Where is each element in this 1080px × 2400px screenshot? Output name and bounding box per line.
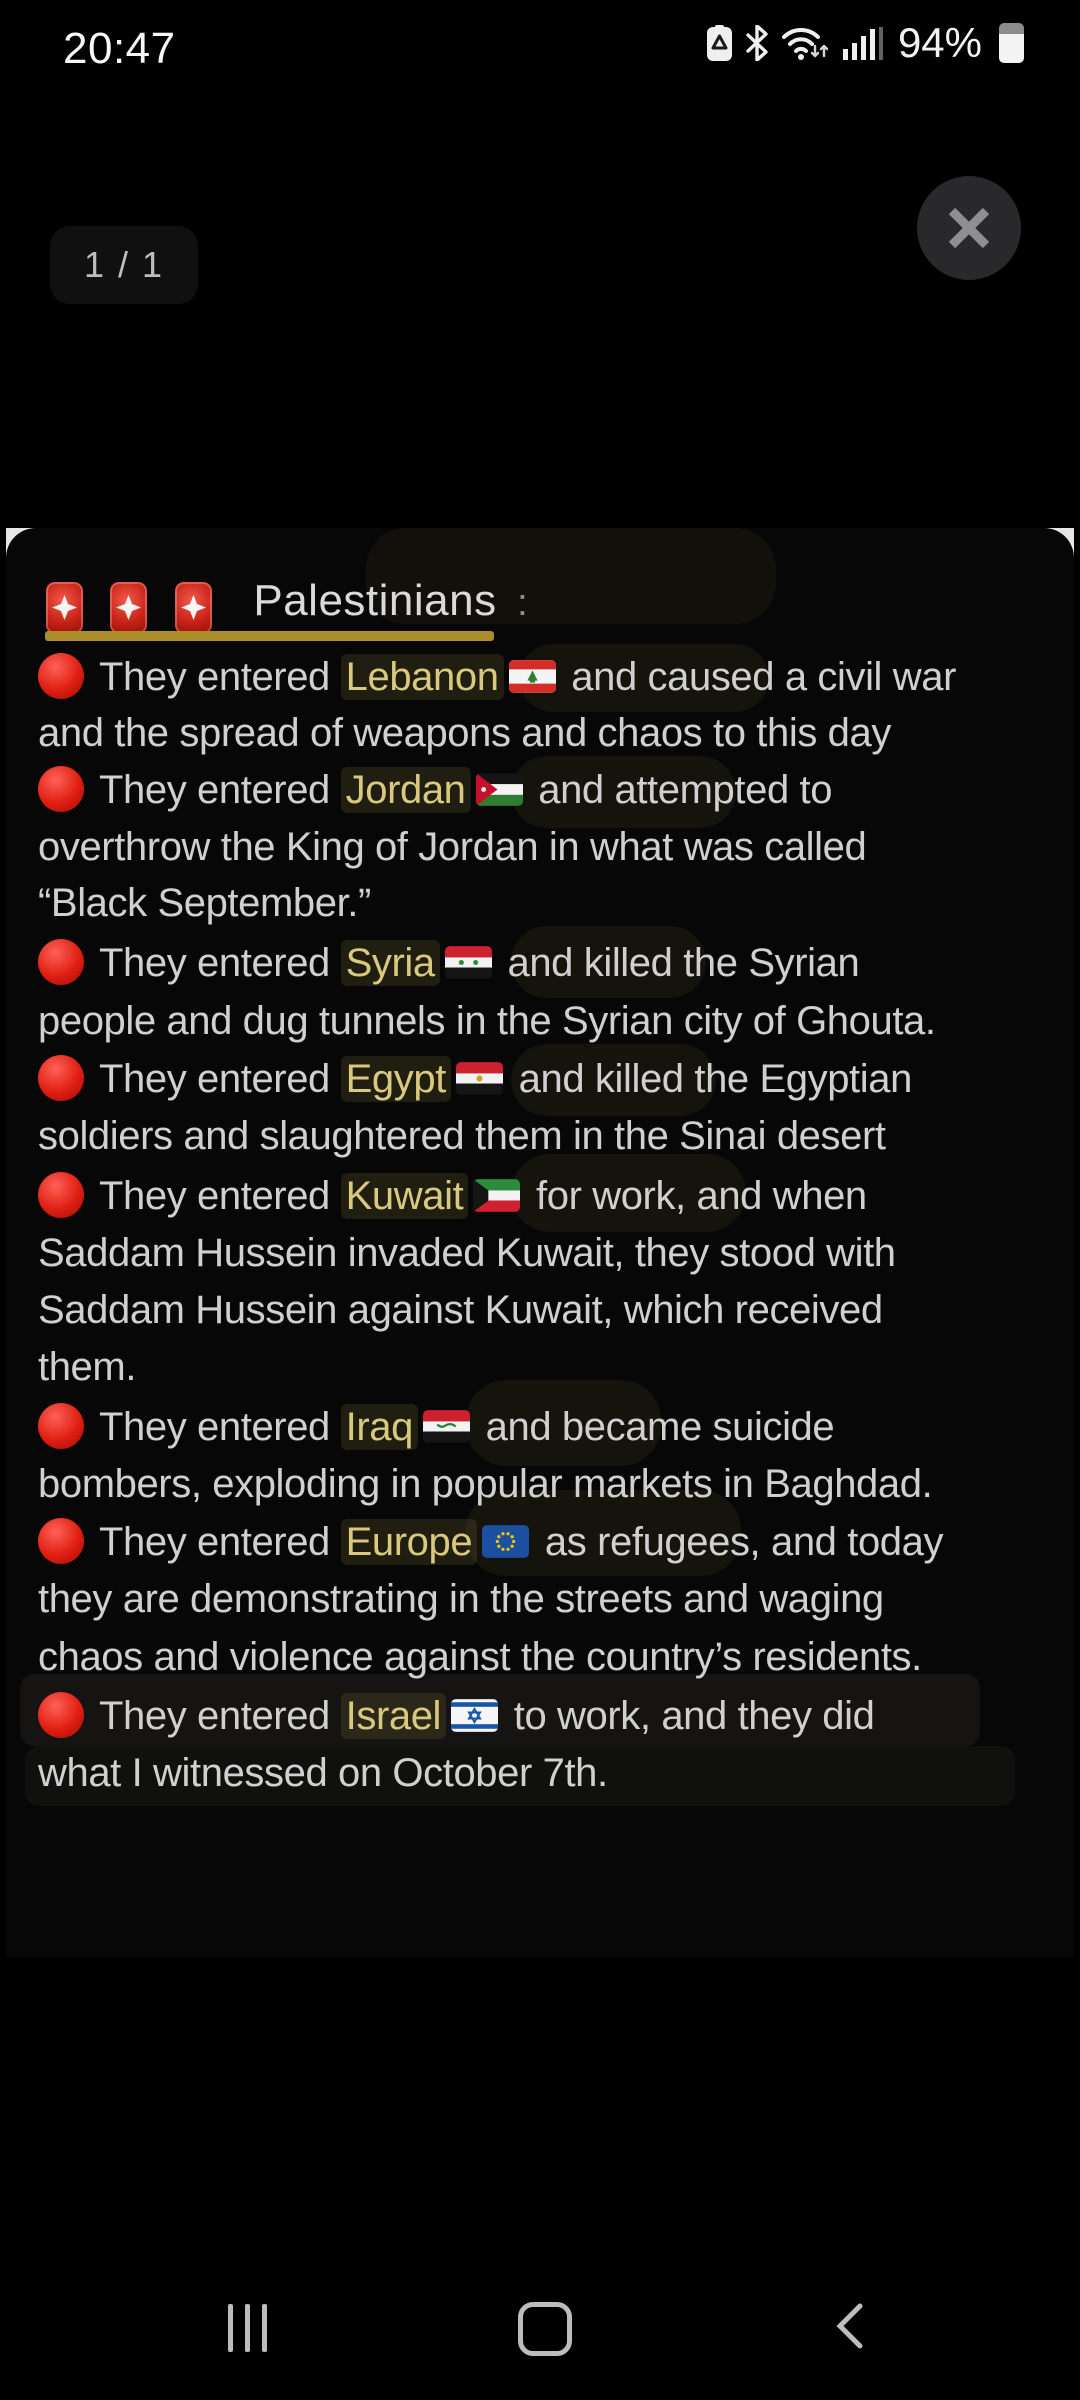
message-line xyxy=(38,993,936,1050)
close-icon xyxy=(946,205,992,251)
red-circle-icon xyxy=(38,1172,84,1218)
message-line xyxy=(38,1688,874,1745)
image-header xyxy=(46,572,528,630)
status-bar xyxy=(0,0,1080,86)
home-button[interactable] xyxy=(518,2302,572,2356)
country-highlight: Jordan xyxy=(341,767,471,813)
line-text: and the spread of weapons and chaos to this day xyxy=(38,711,891,755)
battery-icon xyxy=(999,23,1024,63)
navigation-bar xyxy=(0,2280,1080,2390)
egypt-flag-icon xyxy=(456,1062,503,1095)
line-text: and killed the Syrian xyxy=(496,941,860,985)
line-text: what I witnessed on October 7th. xyxy=(38,1751,608,1795)
message-line xyxy=(38,1339,136,1396)
message-line xyxy=(38,762,832,819)
battery-percent: 94% xyxy=(897,19,982,66)
header-colon: : xyxy=(517,582,528,624)
line-text: Saddam Hussein invaded Kuwait, they stood with xyxy=(38,1231,896,1275)
line-text: and became suicide xyxy=(474,1405,835,1449)
message-line xyxy=(38,1225,896,1282)
country-highlight: Iraq xyxy=(341,1404,418,1450)
line-text: to work, and they did xyxy=(503,1694,875,1738)
red-circle-icon xyxy=(38,766,84,812)
bluetooth-icon xyxy=(745,25,769,61)
country-highlight: Lebanon xyxy=(341,654,504,700)
message-line xyxy=(38,1399,834,1456)
line-text: people and dug tunnels in the Syrian city of Ghouta. xyxy=(38,999,936,1043)
red-circle-icon xyxy=(38,1518,84,1564)
country-highlight: Europe xyxy=(341,1519,478,1565)
line-text: They entered xyxy=(99,1174,341,1218)
message-line xyxy=(38,1282,883,1339)
line-text: and caused a civil war xyxy=(560,655,957,699)
gold-underline xyxy=(45,631,494,641)
line-text: they are demonstrating in the streets and waging xyxy=(38,1577,884,1621)
message-line xyxy=(38,1051,912,1108)
message-line xyxy=(38,1456,932,1513)
line-text: They entered xyxy=(99,655,341,699)
line-text: bombers, exploding in popular markets in Baghdad. xyxy=(38,1462,933,1506)
line-text: soldiers and slaughtered them in the Sinai desert xyxy=(38,1114,886,1158)
line-text: They entered xyxy=(99,941,341,985)
line-text: They entered xyxy=(99,1694,341,1738)
name-badge-icon xyxy=(46,582,83,634)
battery-saver-icon xyxy=(707,25,732,61)
line-text: and killed the Egyptian xyxy=(507,1057,912,1101)
red-circle-icon xyxy=(38,1055,84,1101)
red-circle-icon xyxy=(38,939,84,985)
back-button[interactable] xyxy=(832,2302,868,2350)
name-badge-icon xyxy=(175,582,212,634)
kuwait-flag-icon xyxy=(473,1179,520,1212)
message-line xyxy=(38,1571,884,1628)
line-text: them. xyxy=(38,1345,137,1389)
close-button[interactable] xyxy=(917,176,1021,280)
wifi-icon xyxy=(782,24,830,62)
header-title: Palestinians xyxy=(253,576,497,625)
line-text: Saddam Hussein against Kuwait, which received xyxy=(38,1288,883,1332)
line-text: They entered xyxy=(99,1520,341,1564)
line-text: “Black September.” xyxy=(38,881,371,925)
country-highlight: Syria xyxy=(341,940,440,986)
country-highlight: Israel xyxy=(341,1693,446,1739)
message-line xyxy=(38,875,371,932)
eu-flag-icon xyxy=(482,1525,529,1558)
line-text: chaos and violence against the country’s residents. xyxy=(38,1635,922,1679)
country-highlight: Kuwait xyxy=(341,1173,469,1219)
message-line xyxy=(38,1168,867,1225)
clock: 20:47 xyxy=(63,24,176,73)
syria-flag-icon xyxy=(445,946,492,979)
line-text: They entered xyxy=(99,1405,341,1449)
message-line xyxy=(38,1514,943,1571)
line-text: They entered xyxy=(99,768,341,812)
photo-image[interactable] xyxy=(6,528,1074,1958)
message-line xyxy=(38,649,956,706)
message-line xyxy=(38,819,866,876)
iraq-flag-icon xyxy=(423,1410,470,1443)
message-line xyxy=(38,1629,922,1686)
status-icons xyxy=(707,0,1024,86)
page-indicator: 1 / 1 xyxy=(50,226,198,304)
country-highlight: Egypt xyxy=(341,1056,451,1102)
lebanon-flag-icon xyxy=(509,660,556,693)
line-text: as refugees, and today xyxy=(534,1520,944,1564)
jordan-flag-icon xyxy=(476,773,523,806)
recents-button[interactable] xyxy=(228,2304,267,2352)
israel-flag-icon xyxy=(451,1699,498,1732)
message-line xyxy=(38,1108,886,1165)
name-badge-icon xyxy=(110,582,147,634)
message-line xyxy=(38,1745,608,1802)
line-text: They entered xyxy=(99,1057,341,1101)
red-circle-icon xyxy=(38,1692,84,1738)
message-line xyxy=(38,705,891,762)
message-line xyxy=(38,935,859,992)
signal-strength-icon xyxy=(843,25,883,61)
line-text: overthrow the King of Jordan in what was called xyxy=(38,825,867,869)
line-text: and attempted to xyxy=(527,768,833,812)
red-circle-icon xyxy=(38,1403,84,1449)
red-circle-icon xyxy=(38,653,84,699)
line-text: for work, and when xyxy=(525,1174,867,1218)
